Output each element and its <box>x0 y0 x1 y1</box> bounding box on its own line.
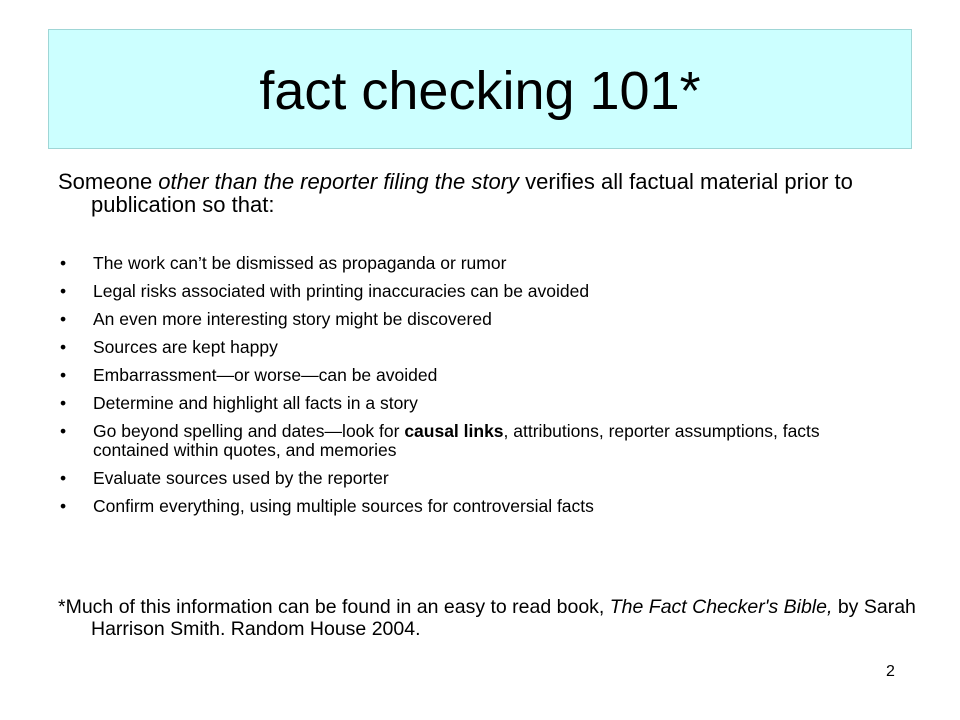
bullet-text: Evaluate sources used by the reporter <box>93 468 389 488</box>
bullet-text: Legal risks associated with printing inaccuracies can be avoided <box>93 281 590 301</box>
bullet-text: Embarrassment—or worse—can be avoided <box>93 365 438 385</box>
intro-text-start: Someone <box>58 169 159 194</box>
causal-links-emphasis: causal links <box>404 421 504 441</box>
bullet-item-causal-links <box>58 422 878 460</box>
bullet-text: The work can’t be dismissed as propaganda or rumor <box>93 253 507 273</box>
bullet-text-end: , attributions, reporter assumptions, facts contained within quotes, and memories <box>93 421 820 460</box>
bullet-item <box>58 469 878 488</box>
bullet-icon: • <box>60 337 67 357</box>
bullet-icon: • <box>60 468 67 488</box>
bullet-icon: • <box>60 309 67 329</box>
intro-text-end: verifies all factual material prior to publication so that: <box>91 169 853 217</box>
bullet-text-start: Go beyond spelling and dates—look for <box>93 421 405 441</box>
bullet-icon: • <box>60 496 67 516</box>
bullet-item <box>58 338 878 357</box>
bullet-item <box>58 394 878 413</box>
footnote-text-end: by Sarah Harrison Smith. Random House 2004. <box>91 596 916 640</box>
footnote <box>58 596 921 640</box>
bullet-text: Sources are kept happy <box>93 337 278 357</box>
slide-title: fact checking 101* <box>259 61 701 121</box>
footnote-text-start: *Much of this information can be found in an easy to read book, <box>58 596 610 618</box>
bullet-text: An even more interesting story might be discovered <box>93 309 492 329</box>
intro-emphasis: other than the reporter filing the story <box>158 169 520 194</box>
bullet-icon: • <box>60 365 67 385</box>
page-number: 2 <box>886 663 895 680</box>
bullet-icon: • <box>60 253 67 273</box>
bullet-icon: • <box>60 393 67 413</box>
bullet-text: Confirm everything, using multiple sources for controversial facts <box>93 496 594 516</box>
title-box <box>48 29 912 149</box>
bullet-item <box>58 254 878 273</box>
book-title: The Fact Checker's Bible, <box>609 596 833 618</box>
bullet-item <box>58 366 878 385</box>
bullet-text: Determine and highlight all facts in a story <box>93 393 418 413</box>
intro-paragraph <box>58 170 921 216</box>
bullet-icon: • <box>60 421 67 441</box>
bullet-item <box>58 282 878 301</box>
bullet-item <box>58 497 878 516</box>
bullet-item <box>58 310 878 329</box>
bullet-icon: • <box>60 281 67 301</box>
bullet-list <box>58 254 878 525</box>
